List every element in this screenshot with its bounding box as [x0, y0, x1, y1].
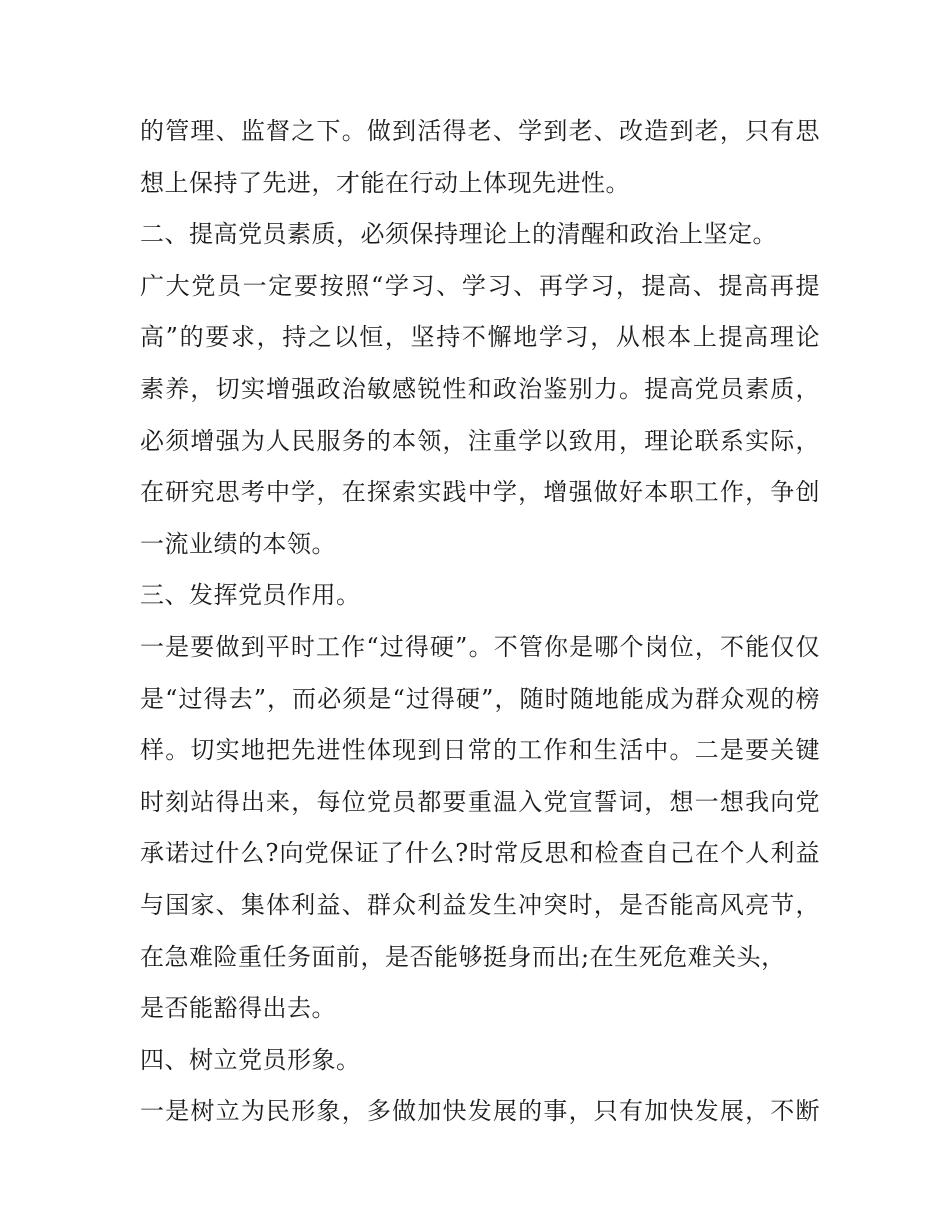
text-line: 样。切实地把先进性体现到日常的工作和生活中。二是要关键: [140, 736, 820, 765]
section-heading: 三、发挥党员作用。: [140, 581, 361, 610]
text-line: 一是要做到平时工作“过得硬”。不管你是哪个岗位，不能仅仅: [140, 632, 820, 661]
text-line: 在研究思考中学，在探索实践中学，增强做好本职工作，争创: [140, 478, 820, 507]
text-line: 的管理、监督之下。做到活得老、学到老、改造到老，只有思: [140, 117, 820, 145]
text-line: 在急难险重任务面前，是否能够挺身而出;在生死危难关头，: [140, 942, 786, 971]
text-line: 与国家、集体利益、群众利益发生冲突时，是否能高风亮节，: [140, 890, 820, 919]
document-body: [140, 106, 820, 1138]
text-line: 是“过得去”，而必须是“过得硬”，随时随地能成为群众观的榜: [140, 684, 820, 713]
text-line: 时刻站得出来，每位党员都要重温入党宣誓词，想一想我向党: [140, 787, 820, 816]
text-line: 一是树立为民形象，多做加快发展的事，只有加快发展，不断: [140, 1097, 820, 1126]
text-line: 广大党员一定要按照“学习、学习、再学习，提高、提高再提: [140, 271, 820, 300]
text-line: 一流业绩的本领。: [140, 529, 336, 558]
text-line: 必须增强为人民服务的本领，注重学以致用，理论联系实际，: [140, 426, 820, 455]
text-line: 承诺过什么?向党保证了什么?时常反思和检查自己在个人利益: [140, 839, 820, 868]
text-line: 素养，切实增强政治敏感锐性和政治鉴别力。提高党员素质，: [140, 374, 820, 403]
text-line: 想上保持了先进，才能在行动上体现先进性。: [140, 168, 630, 197]
section-heading: 二、提高党员素质，必须保持理论上的清醒和政治上坚定。: [140, 220, 777, 249]
section-heading: 四、树立党员形象。: [140, 1045, 361, 1074]
text-line: 高”的要求，持之以恒，坚持不懈地学习，从根本上提高理论: [140, 323, 820, 352]
text-line: 是否能豁得出去。: [140, 994, 336, 1023]
